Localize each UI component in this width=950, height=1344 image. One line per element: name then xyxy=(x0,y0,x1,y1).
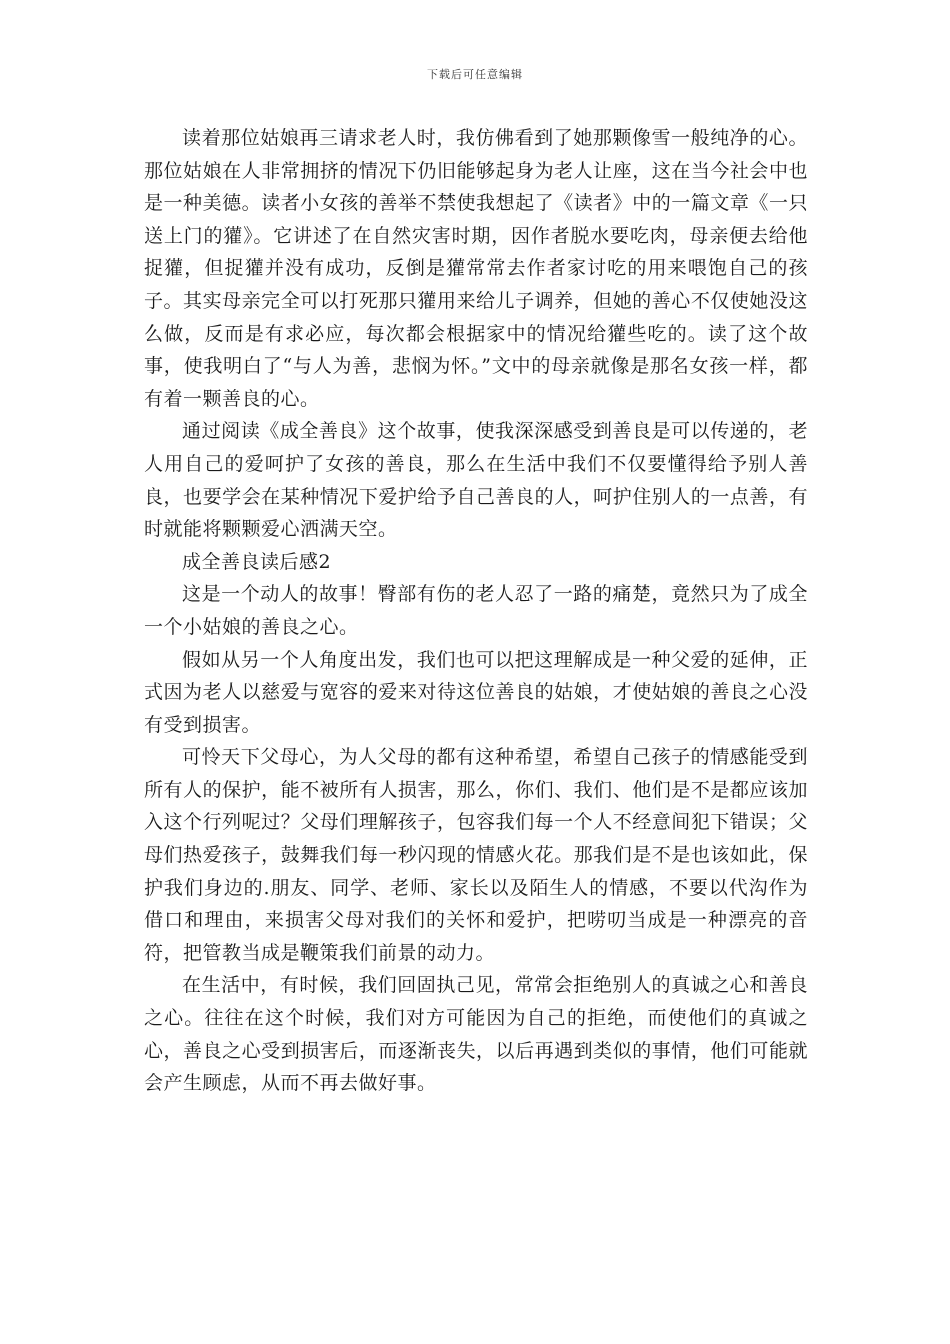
paragraph-4: 假如从另一个人角度出发，我们也可以把这理解成是一种父爱的延伸，正式因为老人以慈爱与宽容的爱来对待这位善良的姑娘，才使姑娘的善良之心没有受到损害。 xyxy=(144,648,808,736)
page-header: 下载后可任意编辑 xyxy=(427,68,523,81)
paragraph-3: 这是一个动人的故事！臀部有伤的老人忍了一路的痛楚，竟然只为了成全一个小姑娘的善良之心。 xyxy=(144,583,808,638)
section-title: 成全善良读后感2 xyxy=(182,550,332,573)
paragraph-1: 读着那位姑娘再三请求老人时，我仿佛看到了她那颗像雪一般纯净的心。那位姑娘在人非常拥挤的情况下仍旧能够起身为老人让座，这在当今社会中也是一种美德。读者小女孩的善举不禁使我想起了《读者》中的一篇文章《一只送上门的獾》。它讲述了在自然灾害时期，因作者脱水要吃肉，母亲便去给他捉獾，但捉獾并没有成功，反倒是獾常常去作者家讨吃的用来喂饱自己的孩子。其实母亲完全可以打死那只獾用来给儿子调养，但她的善心不仅使她没这么做，反而是有求必应，每次都会根据家中的情况给獾些吃的。读了这个故事，使我明白了“与人为善，悲悯为怀。”文中的母亲就像是那名女孩一样，都有着一颗善良的心。 xyxy=(144,127,808,410)
paragraph-6: 在生活中，有时候，我们回固执己见，常常会拒绝别人的真诚之心和善良之心。往往在这个时候，我们对方可能因为自己的拒绝，而使他们的真诚之心，善良之心受到损害后，而逐渐丧失，以后再遇到类似的事情，他们可能就会产生顾虑，从而不再去做好事。 xyxy=(144,974,808,1095)
document-body xyxy=(144,122,808,1100)
paragraph-2: 通过阅读《成全善良》这个故事，使我深深感受到善良是可以传递的，老人用自己的爱呵护了女孩的善良，那么在生活中我们不仅要懂得给予别人善良，也要学会在某种情况下爱护给予自己善良的人，呵护住别人的一点善，有时就能将颗颗爱心洒满天空。 xyxy=(144,420,808,541)
paragraph-5: 可怜天下父母心，为人父母的都有这种希望，希望自己孩子的情感能受到所有人的保护，能不被所有人损害，那么，你们、我们、他们是不是都应该加入这个行列呢过？父母们理解孩子，包容我们每一个人不经意间犯下错误；父母们热爱孩子，鼓舞我们每一秒闪现的情感火花。那我们是不是也该如此，保护我们身边的.朋友、同学、老师、家长以及陌生人的情感，不要以代沟作为借口和理由，来损害父母对我们的关怀和爱护，把唠叨当成是一种漂亮的音符，把管教当成是鞭策我们前景的动力。 xyxy=(144,746,808,964)
